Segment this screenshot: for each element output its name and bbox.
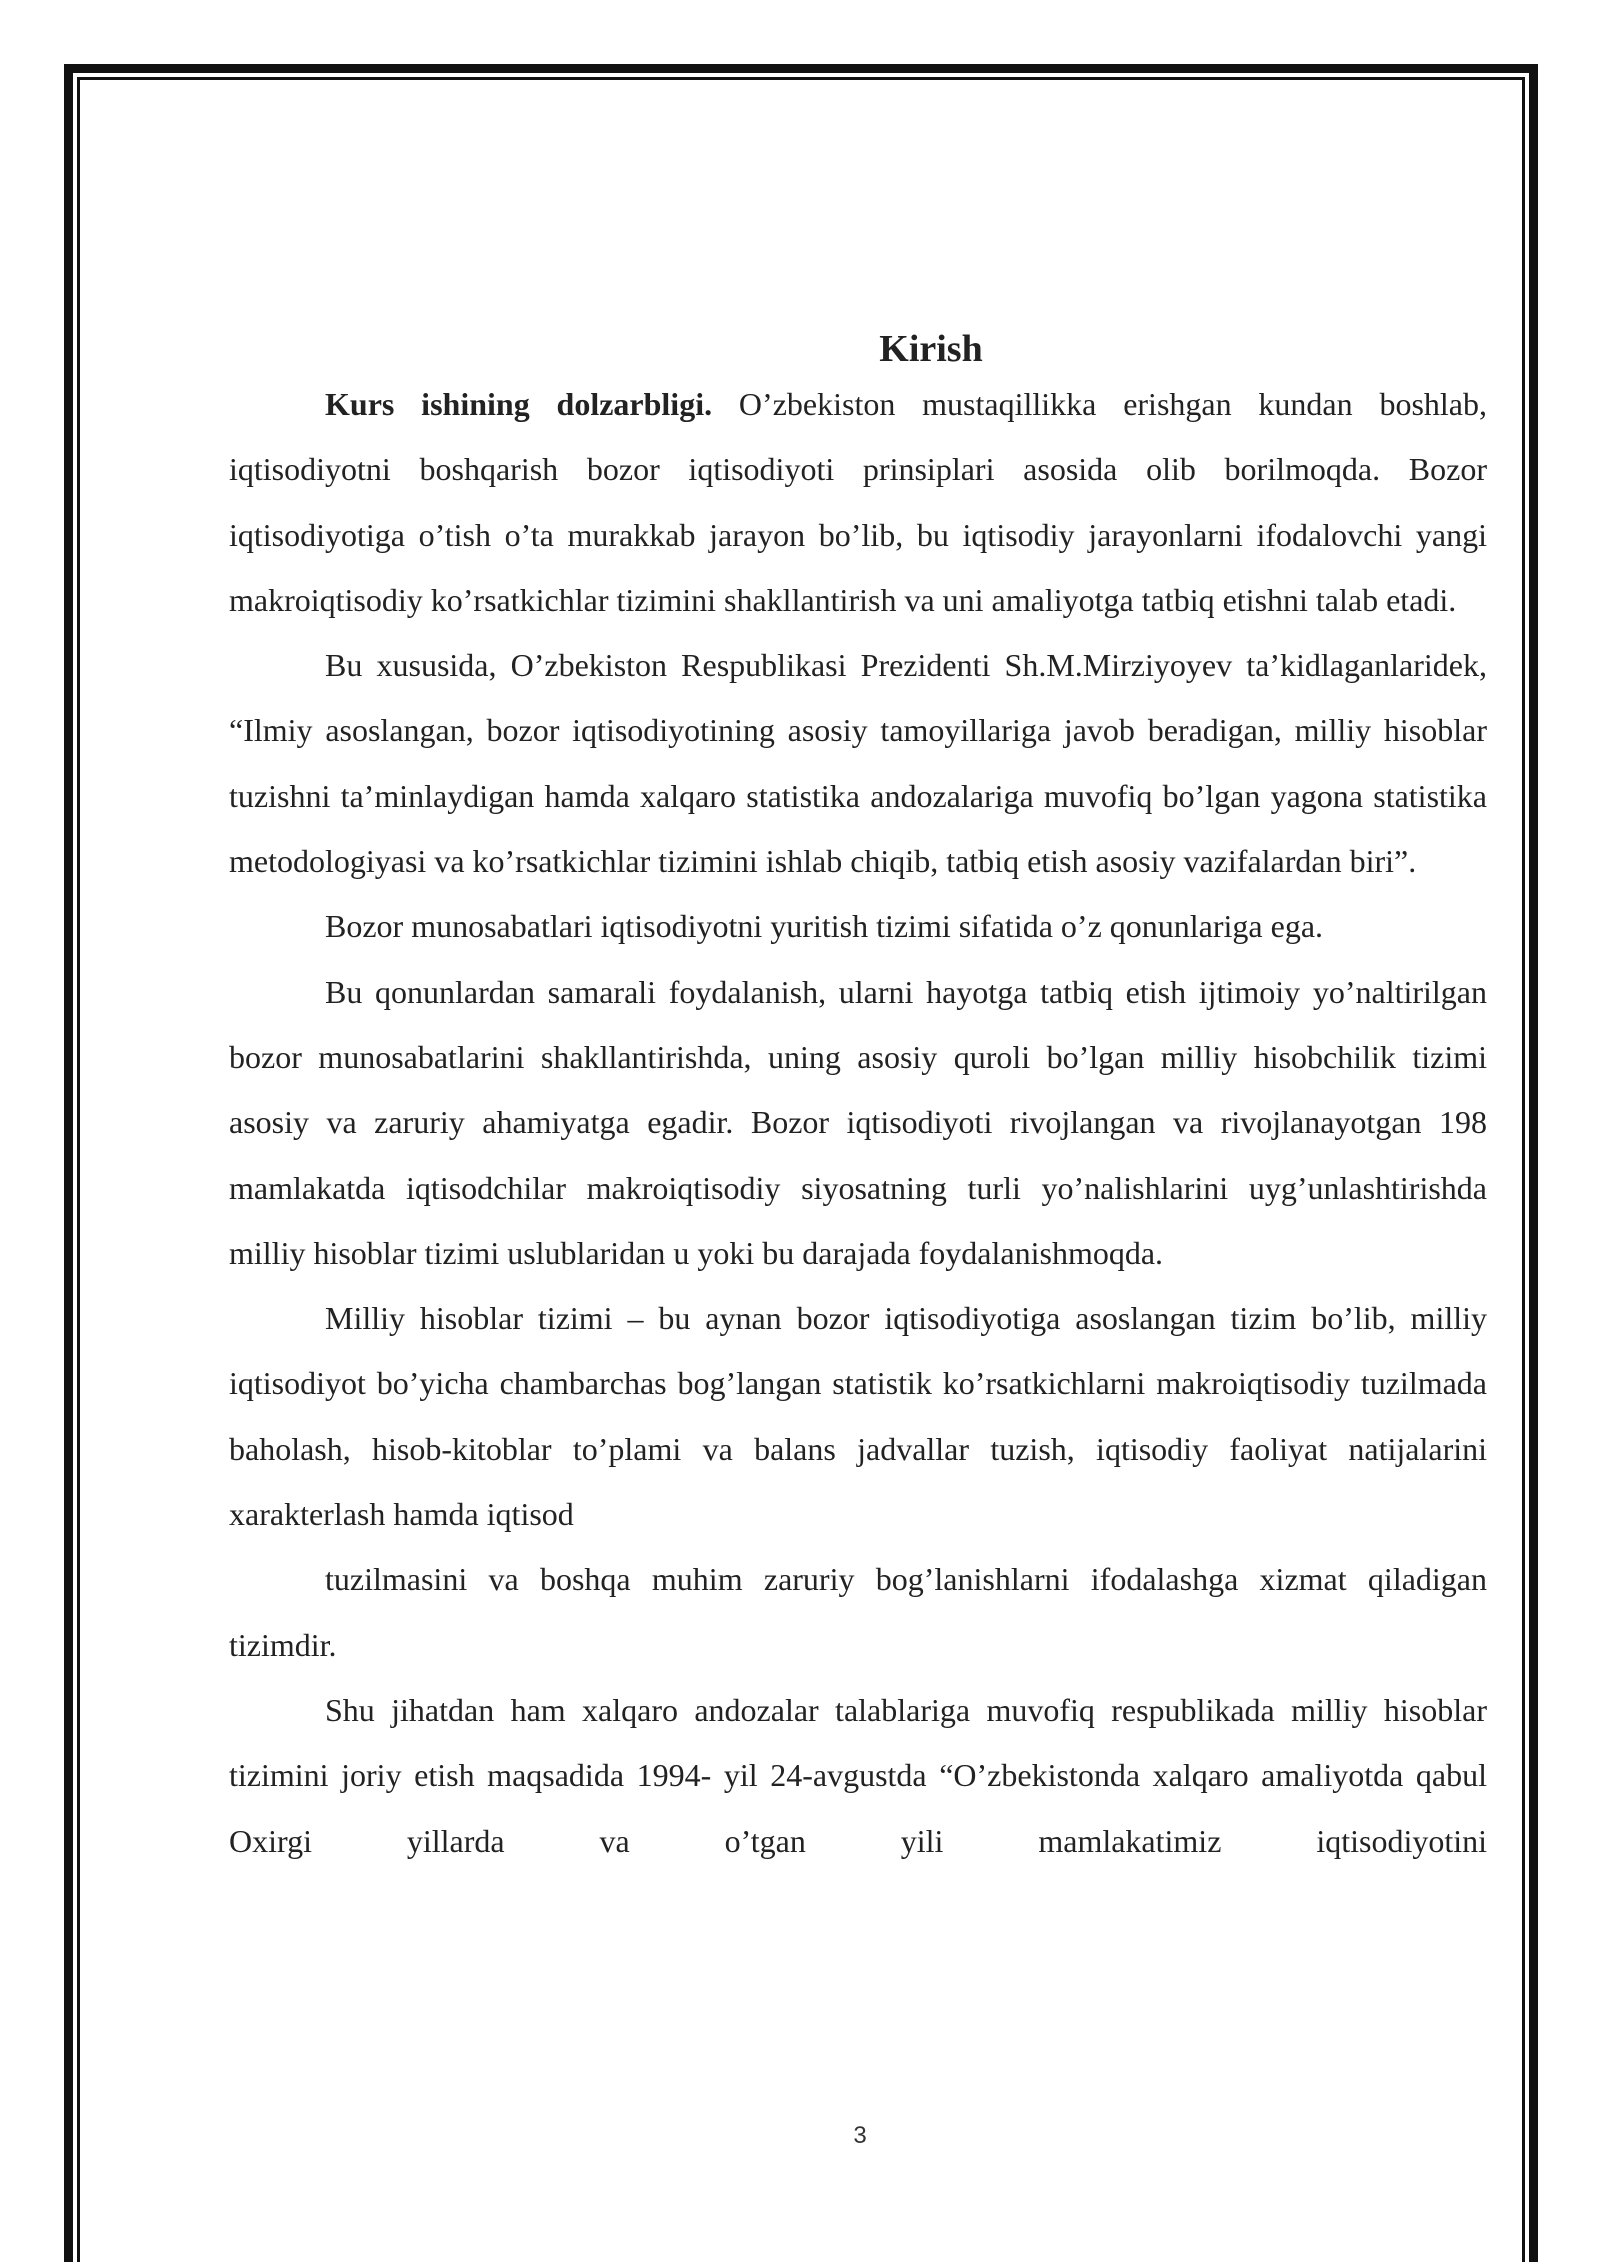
paragraph-2: Bu xususida, O’zbekiston Respublikasi Prezidenti Sh.M.Mirziyoyev ta’kidlaganlaridek, “Ilmiy asoslangan, bozor iqtisodiyotining asosiy tamoyillariga javob beradigan, milliy hisoblar tuzishni ta’minlaydigan hamda xalqaro statistika andozalariga muvofiq bo’lgan yagona statistika metodologiyasi va ko’rsatkichlar tizimini ishlab chiqib, tatbiq etish asosiy vazifalardan biri”.	[229, 647, 1487, 880]
document-body	[229, 328, 1487, 1874]
paragraph-5: Milliy hisoblar tizimi – bu aynan bozor iqtisodiyotiga asoslangan tizim bo’lib, milliy iqtisodiyot bo’yicha chambarchas bog’langan statistik ko’rsatkichlarni makroiqtisodiy tuzilmada baholash, hisob-kitoblar to’plami va balans jadvallar tuzish, iqtisodiy faoliyat natijalarini xarakterlash hamda iqtisod	[229, 1300, 1487, 1533]
paragraph-4: Bu qonunlardan samarali foydalanish, ularni hayotga tatbiq etish ijtimoiy yo’naltirilgan bozor munosabatlarini shakllantirishda, uning asosiy quroli bo’lgan milliy hisobchilik tizimi asosiy va zaruriy ahamiyatga egadir. Bozor iqtisodiyoti rivojlangan va rivojlanayotgan 198 mamlakatda iqtisodchilar makroiqtisodiy siyosatning turli yo’nalishlarini uyg’unlashtirishda milliy hisoblar tizimi uslublaridan u yoki bu darajada foydalanishmoqda.	[229, 973, 1487, 1271]
page-number: 3	[853, 2122, 867, 2149]
section-title: Kirish	[879, 328, 983, 370]
paragraph-6: tuzilmasini va boshqa muhim zaruriy bog’lanishlarni ifodalashga xizmat qiladigan tizimdir.	[229, 1561, 1487, 1663]
paragraph-1	[229, 372, 1487, 633]
paragraph-3: Bozor munosabatlari iqtisodiyotni yuritish tizimi sifatida o’z qonunlariga ega.	[325, 908, 1324, 945]
paragraph-7: Shu jihatdan ham xalqaro andozalar talablariga muvofiq respublikada milliy hisoblar tizimini joriy etish maqsadida 1994- yil 24-avgustda “O’zbekistonda xalqaro amaliyotda qabul Oxirgi yillarda va o’tgan yili mamlakatimiz iqtisodiyotini	[229, 1691, 1487, 1859]
paragraph-lead: Kurs ishining dolzarbligi.	[325, 386, 713, 422]
paragraph-text: O’zbekiston mustaqillikka erishgan kundan boshlab, iqtisodiyotni boshqarish bozor iqtisodiyoti prinsiplari asosida olib borilmoqda. Bozor iqtisodiyotiga o’tish o’ta murakkab jarayon bo’lib, bu iqtisodiy jarayonlarni ifodalovchi yangi makroiqtisodiy ko’rsatkichlar tizimini shakllantirish va uni amaliyotga tatbiq etishni talab etadi.	[229, 386, 1488, 618]
